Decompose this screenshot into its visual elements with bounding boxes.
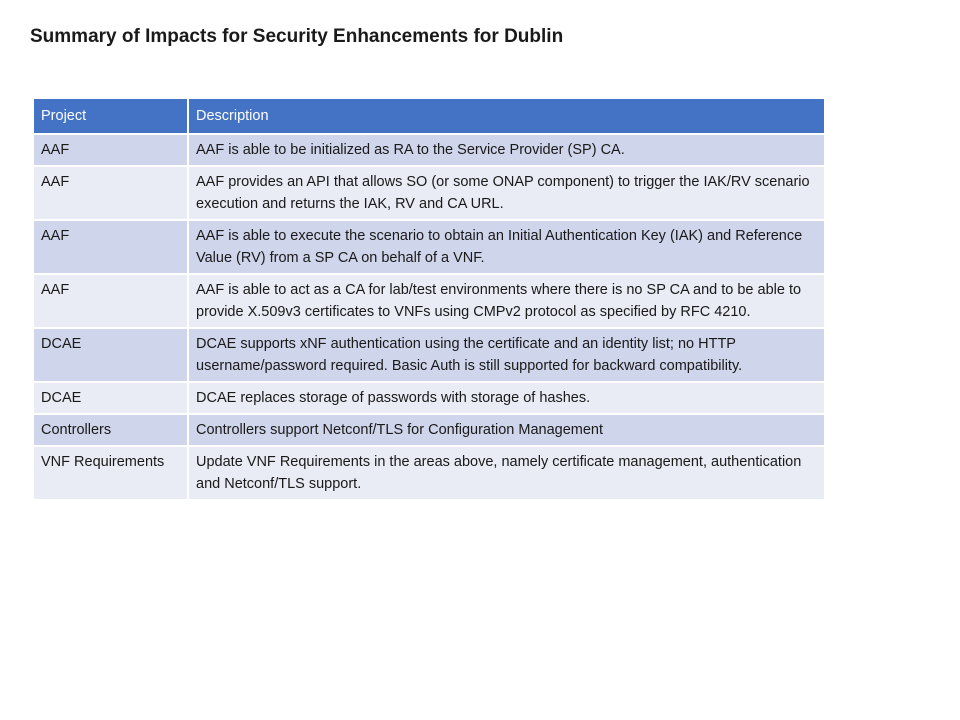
project-cell: Controllers <box>33 414 188 446</box>
page-title: Summary of Impacts for Security Enhancements for Dublin <box>30 26 564 47</box>
project-cell: AAF <box>33 134 188 166</box>
description-cell: DCAE supports xNF authentication using the certificate and an identity list; no HTTP username/password required. Basic Auth is still supported for backward compatibility. <box>188 328 825 382</box>
table-row <box>33 274 825 328</box>
description-cell: AAF is able to act as a CA for lab/test environments where there is no SP CA and to be able to provide X.509v3 certificates to VNFs using CMPv2 protocol as specified by RFC 4210. <box>188 274 825 328</box>
table-row <box>33 382 825 414</box>
description-cell: Controllers support Netconf/TLS for Configuration Management <box>188 414 825 446</box>
description-cell: AAF is able to execute the scenario to obtain an Initial Authentication Key (IAK) and Reference Value (RV) from a SP CA on behalf of a VNF. <box>188 220 825 274</box>
project-cell: AAF <box>33 220 188 274</box>
table-header-row <box>33 98 825 134</box>
project-cell: AAF <box>33 166 188 220</box>
description-cell: AAF provides an API that allows SO (or some ONAP component) to trigger the IAK/RV scenario execution and returns the IAK, RV and CA URL. <box>188 166 825 220</box>
table-row <box>33 134 825 166</box>
column-header-project: Project <box>33 98 188 134</box>
description-cell: AAF is able to be initialized as RA to the Service Provider (SP) CA. <box>188 134 825 166</box>
table-row <box>33 414 825 446</box>
table-row <box>33 328 825 382</box>
project-cell: AAF <box>33 274 188 328</box>
table-row <box>33 220 825 274</box>
description-cell: Update VNF Requirements in the areas above, namely certificate management, authentication and Netconf/TLS support. <box>188 446 825 500</box>
impacts-table <box>32 97 826 501</box>
project-cell: DCAE <box>33 382 188 414</box>
table-row <box>33 446 825 500</box>
project-cell: DCAE <box>33 328 188 382</box>
table-row <box>33 166 825 220</box>
description-cell: DCAE replaces storage of passwords with storage of hashes. <box>188 382 825 414</box>
column-header-description: Description <box>188 98 825 134</box>
project-cell: VNF Requirements <box>33 446 188 500</box>
